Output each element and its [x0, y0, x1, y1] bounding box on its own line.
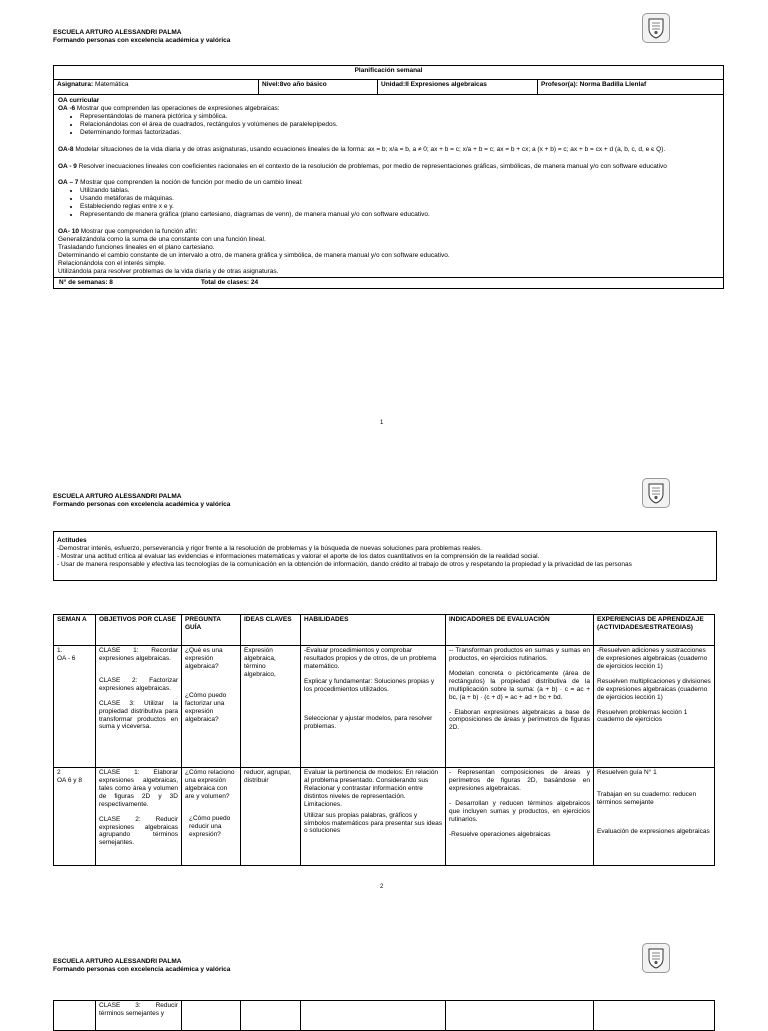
classes-count: Total de clases: 24 [200, 278, 259, 286]
weeks-count: N° de semanas: 8 [59, 278, 113, 286]
page-number: 2 [380, 884, 384, 890]
weekly-plan-grid-continued [53, 1000, 715, 1031]
planning-table [53, 65, 724, 289]
list-item: • Usando metáforas de máquinas. [80, 195, 719, 203]
list-item: • Representando de manera gráfica (plano cartesiano, diagramas de venn), de manera manual y/o con software educativo. [80, 211, 719, 219]
key-ideas-cell: Expresión algebraica, término algebraico, [241, 646, 301, 768]
header-key-ideas: IDEAS CLAVES [241, 615, 301, 646]
oa-heading: OA curricular [58, 97, 100, 104]
school-seal-icon [642, 13, 670, 43]
list-item: • Determinando formas factorizadas. [80, 129, 719, 137]
oa6-paragraph: OA -6 Mostrar que comprenden las operaciones de expresiones algebraicas: [58, 104, 280, 112]
oa7-paragraph: OA – 7 Mostrar que comprenden la noción de función por medio de un cambio lineal: [58, 179, 303, 187]
week-cell: 1. OA - 6 [54, 646, 96, 768]
attitudes-box [53, 531, 717, 581]
objectives-cell: CLASE 1: Recordar expresiones algebraicas. CLASE 2: Factorizar expresiones algebraicas. CLASE 3: Utilizar la propiedad distributiva para transformar productos en suma y viceversa. [96, 646, 182, 768]
indicators-cell: -- Transforman productos en sumas y sumas en productos, en ejercicios rutinarios. Modelan concreta o pictóricamente (área de rectángulos) la propiedad distributiva de la multiplicación sobre la suma: (a + b) · c = ac + bc, (a + b) · (c + d) = ac + ad + bc + bd. - Elaboran expresiones algebraicas a base de composiciones de áreas y perímetros de figuras 2D. [446, 646, 594, 768]
oa7-list [58, 187, 719, 219]
unit-cell: Unidad:II Expresiones algebraicas [378, 80, 538, 95]
school-name: ESCUELA ARTURO ALESSANDRI PALMA [53, 493, 182, 500]
oa10-line: Trasladando funciones lineales en el plano cartesiano. [58, 243, 215, 251]
list-item: • Relacionándolas con el área de cuadrados, rectángulos y volúmenes de paralelepípedos. [80, 121, 719, 129]
oa10-line: Relacionándola con el interés simple. [58, 259, 166, 267]
teacher-cell: Profesor(a): Norma Badilla Llenlaf [538, 80, 724, 95]
header-objectives: OBJETIVOS POR CLASE [96, 615, 182, 646]
oa8-paragraph: OA-8 Modelar situaciones de la vida diaria y de otras asignaturas, usando ecuaciones lineales de la forma: ax = b; x/a = b, a ≠ 0; ax + b = c; x/a + b = c; ax = b + cx; a (x + b) = c; ax + b = cx + d (a, b, c, d, e є Q). [58, 145, 666, 153]
key-ideas-cell [241, 1001, 301, 1031]
school-name: ESCUELA ARTURO ALESSANDRI PALMA [53, 958, 182, 965]
question-cell: ¿Qué es una expresión algebraica? ¿Cómo puedo factorizar una expresión algebraica? [182, 646, 241, 768]
school-motto: Formando personas con excelencia académica y valórica [53, 37, 231, 45]
objectives-cell: CLASE 1: Elaborar expresiones algebraicas, tales como área y volumen de figuras 2D y 3D respectivamente. CLASE 2: Reducir expresiones algebraicas agrupando términos semejantes. [96, 768, 182, 866]
experiences-cell [594, 1001, 715, 1031]
weeks-row [54, 277, 724, 288]
page-number: 1 [380, 420, 384, 426]
skills-cell [301, 1001, 446, 1031]
school-motto: Formando personas con excelencia académica y valórica [53, 501, 231, 509]
experiences-cell: Resuelven guía N° 1 Trabajan en su cuaderno: reducen términos semejante Evaluación de expresiones algebraicas [594, 768, 715, 866]
week-cell [54, 1001, 96, 1031]
page-1 [0, 0, 768, 440]
school-name: ESCUELA ARTURO ALESSANDRI PALMA [53, 29, 182, 36]
oa10-line: Determinando el cambio constante de un intervalo a otro, de manera gráfica y simbólica, de manera manual y/o con software educativo. [58, 251, 450, 259]
oa10-line: Generalizándola como la suma de una constante con una función lineal. [58, 235, 266, 243]
subject-label: Asignatura: [57, 81, 94, 88]
header-skills: HABILIDADES [301, 615, 446, 646]
indicators-cell [446, 1001, 594, 1031]
subject-cell [54, 80, 259, 95]
indicators-cell: - Representan composiciones de áreas y perímetros de figuras 2D, basándose en expresiones algebraicas. - Desarrollan y reducen términos algebraicos que incluyen sumas y productos, en ejercicios rutinarios. -Resuelve operaciones algebraicas [446, 768, 594, 866]
subject-value: Matemática [94, 81, 129, 88]
header-week: SEMAN A [54, 615, 96, 646]
attitude-line: - Usar de manera responsable y efectiva las tecnologías de la comunicación en la obtención de información, dando crédito al trabajo de otros y respetando la propiedad y la privacidad de las personas [57, 560, 632, 568]
question-cell: ¿Cómo relaciono una expresión algebraica con are y volumen? ¿Cómo puedo reducir una expresión? [182, 768, 241, 866]
objectives-cell: CLASE 3: Reducir términos semejantes y [96, 1001, 182, 1031]
level-cell: Nivel:8vo año básico [259, 80, 378, 95]
header-indicators: INDICADORES DE EVALUACIÓN [446, 615, 594, 646]
experiences-cell: -Resuelven adiciones y sustracciones de expresiones algebraicas (cuaderno de ejercicios lección 1) Resuelven multiplicaciones y divisiones de expresiones algebraicas (cuaderno de ejercicios lección 1) Resuelven problemas lección 1 cuaderno de ejercicios [594, 646, 715, 768]
school-seal-icon [642, 478, 670, 508]
key-ideas-cell: reducir, agrupar, distribuir [241, 768, 301, 866]
school-header [53, 493, 230, 510]
weekly-plan-grid [53, 614, 715, 866]
list-item: • Representándolas de manera pictórica y simbólica. [80, 113, 719, 121]
oa6-list [58, 113, 719, 137]
school-seal-icon [642, 943, 670, 973]
week-cell: 2 OA 6 y 8 [54, 768, 96, 866]
planning-title: Planificación semanal [54, 66, 724, 80]
school-header [53, 958, 230, 975]
header-experiences: EXPERIENCIAS DE APRENDIZAJE (ACTIVIDADES/ESTRATEGIAS) [594, 615, 715, 646]
table-row [54, 1001, 715, 1031]
table-row [54, 646, 715, 768]
grid-header-row [54, 615, 715, 646]
skills-cell: Evaluar la pertinencia de modelos: En relación al problema presentado. Considerando sus Relacionar y contrastar información entre distintos niveles de representación. Limitaciones. Utilizar sus propias palabras, gráficos y símbolos matemáticos para presentar sus ideas o soluciones [301, 768, 446, 866]
curricular-objectives [54, 95, 724, 278]
question-cell [182, 1001, 241, 1031]
list-item: • Estableciendo reglas entre x e y. [80, 203, 719, 211]
attitudes-heading: Actitudes [57, 537, 87, 544]
school-header [53, 29, 230, 46]
list-item: • Utilizando tablas. [80, 187, 719, 195]
oa10-paragraph: OA- 10 Mostrar que comprenden la función afín: [58, 228, 198, 236]
oa10-line: Utilizándola para resolver problemas de la vida diaria y de otras asignaturas. [58, 267, 279, 275]
oa9-paragraph: OA - 9 Resolver inecuaciones lineales con coeficientes racionales en el contexto de la resolución de problemas, por medio de representaciones gráficas, simbólicas, de manera manual y/o con software educativo [58, 162, 667, 170]
table-row [54, 768, 715, 866]
attitude-line: -Demostrar interés, esfuerzo, perseverancia y rigor frente a la resolución de problemas y la búsqueda de nuevas soluciones para problemas reales. [57, 544, 482, 552]
school-motto: Formando personas con excelencia académica y valórica [53, 966, 231, 974]
skills-cell: -Evaluar procedimientos y comprobar resultados propios y de otros, de un problema matemático. Explicar y fundamentar: Soluciones propias y los procedimientos utilizados. Seleccionar y ajustar modelos, para resolver problemas. [301, 646, 446, 768]
attitude-line: - Mostrar una actitud crítica al evaluar las evidencias e informaciones matemáticas y valorar el aporte de los datos cuantitativos en la comprensión de la realidad social. [57, 552, 540, 560]
header-question: PREGUNTA GUÍA [182, 615, 241, 646]
